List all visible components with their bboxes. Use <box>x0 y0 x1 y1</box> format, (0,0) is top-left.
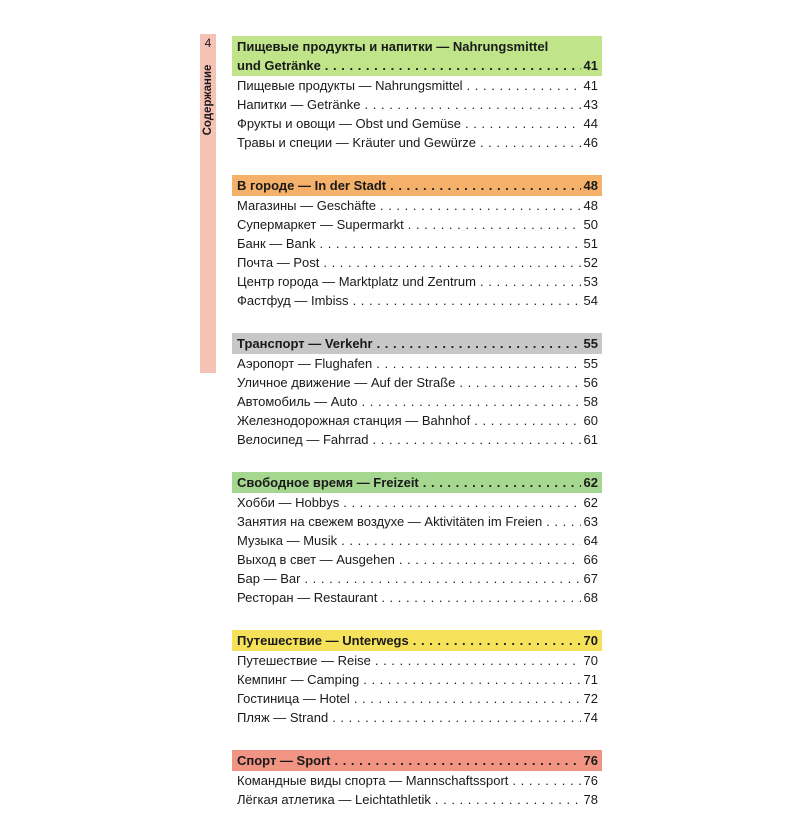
item-page: 56 <box>583 375 598 390</box>
toc-item[interactable] <box>232 708 602 727</box>
toc-item[interactable] <box>232 76 602 95</box>
section-header[interactable] <box>232 175 602 196</box>
section-header[interactable] <box>232 750 602 771</box>
item-title: Бар — Bar <box>237 571 301 586</box>
toc-item[interactable] <box>232 670 602 689</box>
item-title: Кемпинг — Camping <box>237 672 360 687</box>
item-page: 41 <box>583 78 598 93</box>
dot-leader <box>315 234 580 253</box>
item-page: 43 <box>583 97 598 112</box>
section-title: Пищевые продукты и напитки — Nahrungsmittel <box>237 39 549 54</box>
item-title: Пищевые продукты — Nahrungsmittel <box>237 78 463 93</box>
item-title: Железнодорожная станция — Bahnhof <box>237 413 471 428</box>
item-title: Ресторан — Restaurant <box>237 590 378 605</box>
toc-item[interactable] <box>232 373 602 392</box>
section-page: 48 <box>583 178 598 193</box>
toc-item[interactable] <box>232 689 602 708</box>
dot-leader <box>455 373 580 392</box>
toc-item[interactable] <box>232 588 602 607</box>
dot-leader <box>373 334 581 353</box>
dot-leader <box>321 56 581 75</box>
toc-section-transport <box>232 333 602 449</box>
toc-item[interactable] <box>232 234 602 253</box>
item-page: 53 <box>583 274 598 289</box>
item-title: Занятия на свежем воздухе — Aktivitäten im Freien <box>237 514 543 529</box>
toc-item[interactable] <box>232 430 602 449</box>
item-title: Центр города — Marktplatz und Zentrum <box>237 274 476 289</box>
toc-item[interactable] <box>232 354 602 373</box>
item-page: 78 <box>583 792 598 807</box>
item-title: Банк — Bank <box>237 236 316 251</box>
dot-leader <box>319 253 580 272</box>
item-page: 61 <box>583 432 598 447</box>
item-title: Травы и специи — Kräuter und Gewürze <box>237 135 476 150</box>
item-page: 62 <box>583 495 598 510</box>
table-of-contents <box>232 36 602 832</box>
item-page: 52 <box>583 255 598 270</box>
item-title: Командные виды спорта — Mannschaftssport <box>237 773 509 788</box>
section-title-row <box>235 751 600 770</box>
dot-leader <box>508 771 580 790</box>
toc-item[interactable] <box>232 550 602 569</box>
item-page: 72 <box>583 691 598 706</box>
dot-leader <box>350 689 581 708</box>
section-title-row <box>235 56 600 75</box>
item-page: 71 <box>583 672 598 687</box>
dot-leader <box>476 133 581 152</box>
item-title: Фрукты и овощи — Obst und Gemüse <box>237 116 461 131</box>
dot-leader <box>409 631 581 650</box>
item-title: Пляж — Strand <box>237 710 329 725</box>
toc-item[interactable] <box>232 133 602 152</box>
section-page: 76 <box>583 753 598 768</box>
item-title: Напитки — Getränke <box>237 97 361 112</box>
dot-leader <box>369 430 581 449</box>
section-title: В городе — In der Stadt <box>237 178 387 193</box>
dot-leader <box>470 411 580 430</box>
dot-leader <box>358 392 581 411</box>
item-page: 67 <box>583 571 598 586</box>
toc-item[interactable] <box>232 196 602 215</box>
item-page: 60 <box>583 413 598 428</box>
section-title-row <box>235 473 600 492</box>
item-title: Автомобиль — Auto <box>237 394 358 409</box>
item-title: Путешествие — Reise <box>237 653 371 668</box>
item-page: 58 <box>583 394 598 409</box>
dot-leader <box>461 114 581 133</box>
toc-item[interactable] <box>232 114 602 133</box>
toc-item[interactable] <box>232 531 602 550</box>
toc-item[interactable] <box>232 411 602 430</box>
toc-item[interactable] <box>232 95 602 114</box>
item-title: Аэропорт — Flughafen <box>237 356 373 371</box>
item-title: Лёгкая атлетика — Leichtathletik <box>237 792 431 807</box>
dot-leader <box>349 291 581 310</box>
dot-leader <box>371 651 581 670</box>
dot-leader <box>386 176 580 195</box>
toc-section-sport <box>232 750 602 809</box>
item-title: Выход в свет — Ausgehen <box>237 552 395 567</box>
section-page: 55 <box>583 336 598 351</box>
dot-leader <box>361 95 581 114</box>
dot-leader <box>395 550 581 569</box>
toc-section-city <box>232 175 602 310</box>
toc-section-leisure <box>232 472 602 607</box>
toc-item[interactable] <box>232 771 602 790</box>
item-page: 63 <box>583 514 598 529</box>
dot-leader <box>330 751 580 770</box>
dot-leader <box>463 76 581 95</box>
section-header[interactable] <box>232 472 602 493</box>
section-header[interactable] <box>232 333 602 354</box>
toc-section-food <box>232 36 602 152</box>
page-number: 4 <box>204 36 212 50</box>
item-page: 51 <box>583 236 598 251</box>
item-title: Велосипед — Fahrrad <box>237 432 369 447</box>
item-title: Магазины — Geschäfte <box>237 198 376 213</box>
item-page: 44 <box>583 116 598 131</box>
section-title: Спорт — Sport <box>237 753 331 768</box>
section-page: 62 <box>583 475 598 490</box>
dot-leader <box>328 708 580 727</box>
item-title: Супермаркет — Supermarkt <box>237 217 404 232</box>
dot-leader <box>337 531 580 550</box>
section-title: und Getränke <box>237 58 321 73</box>
section-title-row <box>235 37 600 56</box>
section-header[interactable] <box>232 36 602 76</box>
section-header[interactable] <box>232 630 602 651</box>
item-page: 64 <box>583 533 598 548</box>
item-title: Хобби — Hobbys <box>237 495 340 510</box>
item-page: 48 <box>583 198 598 213</box>
toc-item[interactable] <box>232 651 602 670</box>
section-title-row <box>235 334 600 353</box>
item-page: 76 <box>583 773 598 788</box>
dot-leader <box>377 588 580 607</box>
dot-leader <box>359 670 580 689</box>
dot-leader <box>376 196 581 215</box>
item-page: 70 <box>583 653 598 668</box>
dot-leader <box>339 493 580 512</box>
item-title: Музыка — Musik <box>237 533 338 548</box>
item-title: Фастфуд — Imbiss <box>237 293 349 308</box>
dot-leader <box>404 215 581 234</box>
section-title-row <box>235 631 600 650</box>
toc-item[interactable] <box>232 272 602 291</box>
toc-item[interactable] <box>232 569 602 588</box>
toc-item[interactable] <box>232 291 602 310</box>
item-page: 50 <box>583 217 598 232</box>
dot-leader <box>419 473 581 492</box>
toc-item[interactable] <box>232 493 602 512</box>
dot-leader <box>476 272 581 291</box>
side-label: Содержание <box>202 64 214 136</box>
item-page: 66 <box>583 552 598 567</box>
toc-item[interactable] <box>232 215 602 234</box>
toc-section-travel <box>232 630 602 727</box>
item-title: Почта — Post <box>237 255 320 270</box>
item-page: 55 <box>583 356 598 371</box>
section-page: 41 <box>583 58 598 73</box>
item-title: Гостиница — Hotel <box>237 691 350 706</box>
dot-leader <box>372 354 580 373</box>
toc-item[interactable] <box>232 392 602 411</box>
item-page: 68 <box>583 590 598 605</box>
toc-item[interactable] <box>232 253 602 272</box>
dot-leader <box>300 569 580 588</box>
section-title: Свободное время — Freizeit <box>237 475 419 490</box>
dot-leader <box>542 512 580 531</box>
section-title-row <box>235 176 600 195</box>
section-page: 70 <box>583 633 598 648</box>
item-page: 54 <box>583 293 598 308</box>
section-title: Транспорт — Verkehr <box>237 336 373 351</box>
item-page: 74 <box>583 710 598 725</box>
section-title: Путешествие — Unterwegs <box>237 633 409 648</box>
item-title: Уличное движение — Auf der Straße <box>237 375 456 390</box>
toc-item[interactable] <box>232 512 602 531</box>
item-page: 46 <box>583 135 598 150</box>
